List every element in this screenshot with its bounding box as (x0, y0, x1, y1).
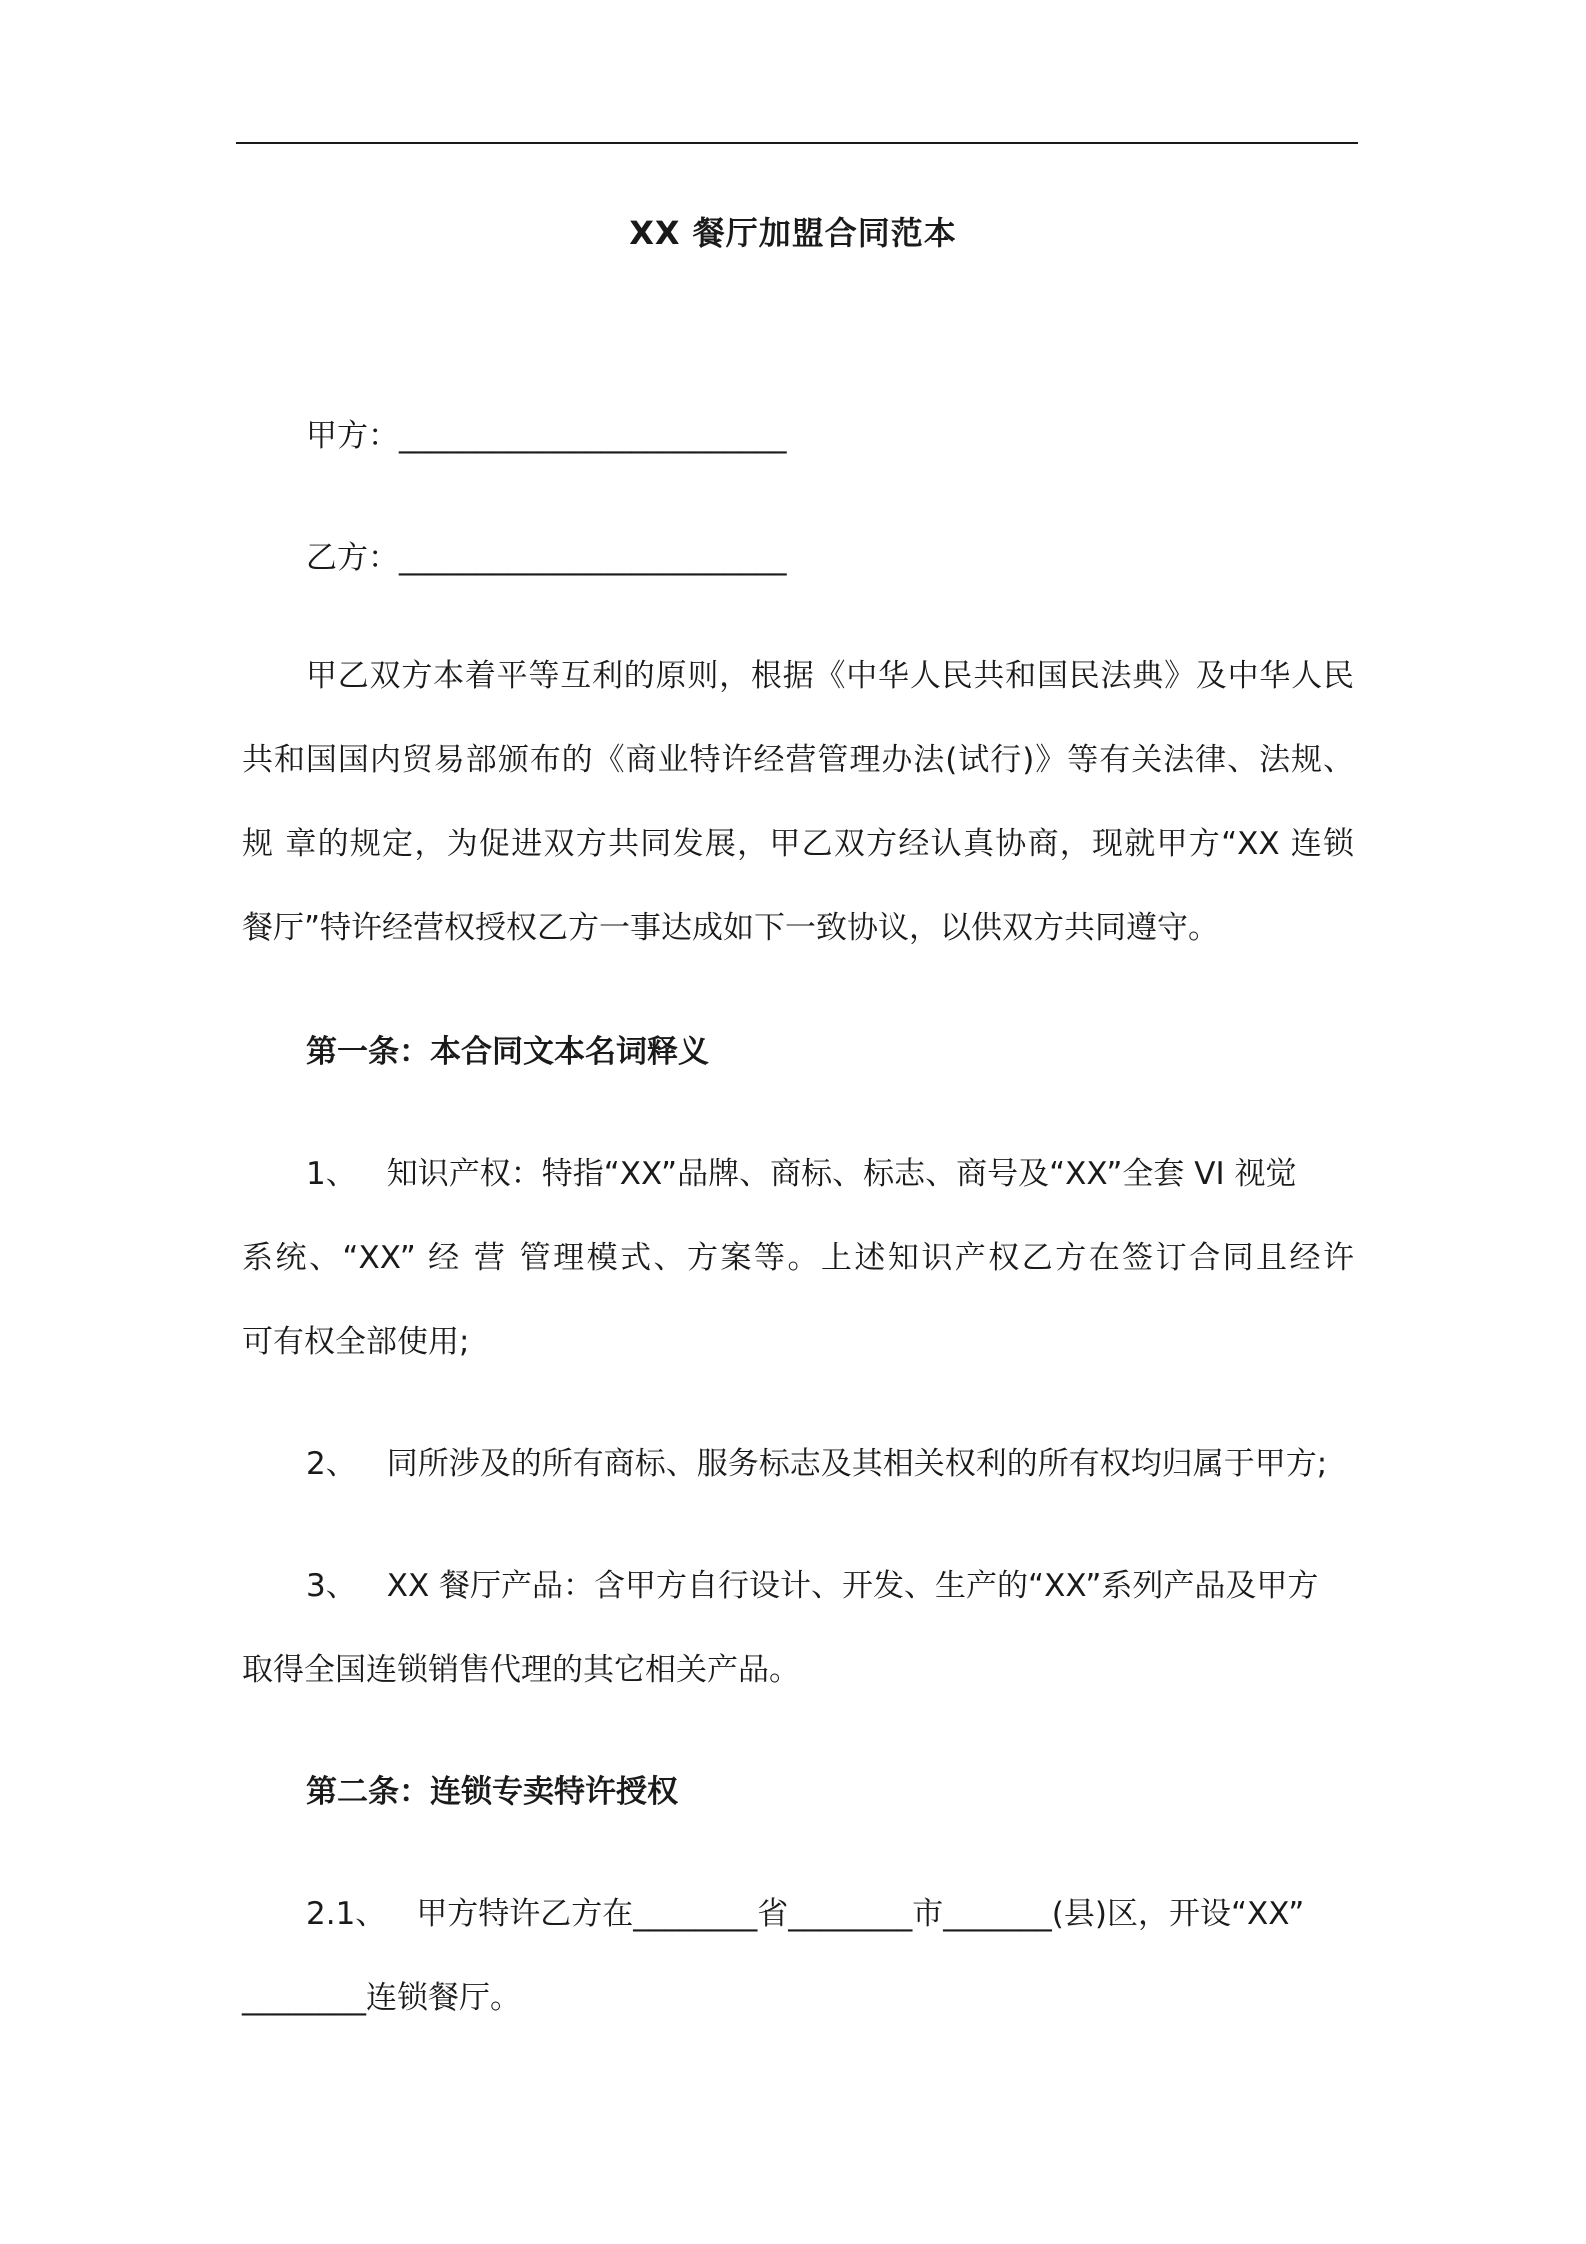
article-1-heading: 第一条：本合同文本名词释义 (306, 1034, 709, 1070)
article-1-item-1-line-2: 系统、“XX” 经 营 管理模式、方案等。上述知识产权乙方在签订合同且经许 (242, 1240, 1354, 1276)
article-1-item-1-line-1 (306, 1148, 1296, 1193)
article-2-item-21-line-2: ________连锁餐厅。 (242, 1980, 521, 2016)
preamble-line-1: 甲乙双方本着平等互利的原则，根据《中华人民共和国民法典》及中华人民 (306, 658, 1354, 694)
item-text: 甲方特许乙方在________省________市_______(县)区，开设“XX” (416, 1896, 1305, 1932)
article-2-item-21-line-1 (306, 1888, 1304, 1933)
article-2-heading: 第二条：连锁专卖特许授权 (306, 1774, 678, 1810)
article-1-item-2 (306, 1438, 1327, 1483)
item-text: XX 餐厅产品：含甲方自行设计、开发、生产的“XX”系列产品及甲方 (386, 1568, 1319, 1604)
article-1-item-1-line-3: 可有权全部使用; (242, 1324, 470, 1360)
article-1-item-3-line-1 (306, 1560, 1318, 1605)
article-1-item-3-line-2: 取得全国连锁销售代理的其它相关产品。 (242, 1652, 800, 1688)
preamble-line-2: 共和国国内贸易部颁布的《商业特许经营管理办法(试行)》等有关法律、法规、 (242, 742, 1354, 778)
header-rule (236, 142, 1358, 144)
document-title: XX 餐厅加盟合同范本 (629, 214, 957, 252)
item-number: 2.1、 (306, 1896, 387, 1932)
item-text: 同所涉及的所有商标、服务标志及其相关权利的所有权均归属于甲方; (386, 1446, 1328, 1482)
preamble-line-3: 规 章的规定，为促进双方共同发展，甲乙双方经认真协商，现就甲方“XX 连锁 (242, 826, 1354, 862)
item-number: 3、 (306, 1568, 357, 1604)
preamble-line-4: 餐厅”特许经营权授权乙方一事达成如下一致协议，以供双方共同遵守。 (242, 910, 1220, 946)
item-number: 2、 (306, 1446, 357, 1482)
party-b-line: 乙方：_________________________ (306, 540, 787, 576)
party-a-line: 甲方：_________________________ (306, 418, 787, 454)
item-number: 1、 (306, 1156, 357, 1192)
item-text: 知识产权：特指“XX”品牌、商标、标志、商号及“XX”全套 VI 视觉 (386, 1156, 1297, 1192)
